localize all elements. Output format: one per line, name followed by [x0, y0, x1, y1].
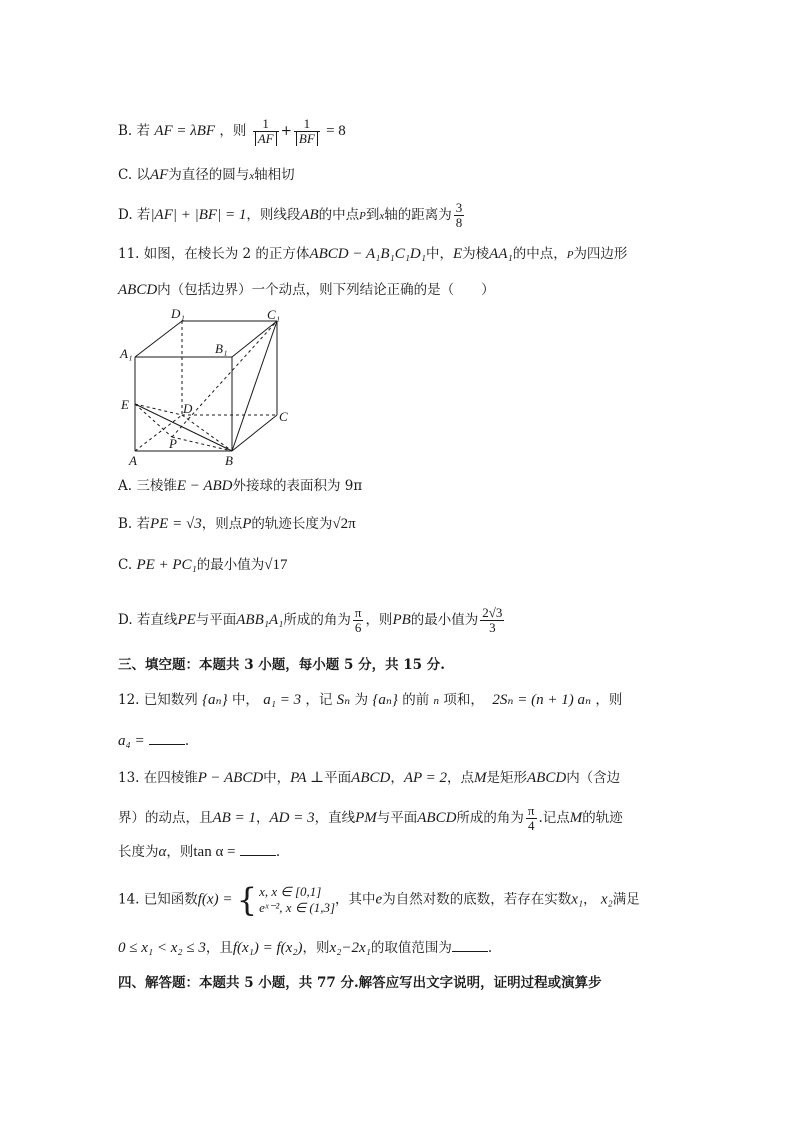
q11-cube-figure: [115, 305, 305, 470]
label-p: P: [169, 436, 177, 451]
label-d: D: [183, 401, 193, 416]
q12-answer-blank: [149, 730, 185, 745]
q11-option-b: B. 若PE = √3，则点P的轨迹长度为√2π: [118, 516, 356, 532]
q13-line3: 长度为α，则tan α = .: [118, 841, 280, 862]
q10-b-prefix: B. 若: [118, 123, 151, 139]
q10-b-plus: +: [280, 123, 292, 139]
q10-b-mid: ，则: [219, 123, 247, 139]
q11-option-a: A. 三棱锥E − ABD外接球的表面积为 9π: [118, 478, 363, 494]
q14-piecewise: { x, x ∈ [0,1] eˣ⁻², x ∈ (1,3]: [236, 881, 336, 919]
q12-line2: a₄ = .: [118, 730, 189, 751]
label-b: B: [225, 453, 233, 468]
q13-answer-blank: [240, 841, 276, 856]
q14-line2: 0 ≤ x₁ < x₂ ≤ 3，且f(x₁) = f(x₂)，则x₂−2x₁的取值范围为 .: [118, 937, 492, 958]
label-c: C: [279, 409, 288, 424]
label-b1: B₁: [215, 341, 228, 356]
label-e: E: [121, 397, 129, 412]
label-a: A: [129, 453, 137, 468]
q11-option-c: C. PE + PC₁的最小值为√17: [118, 557, 288, 573]
label-a1: A₁: [120, 346, 133, 361]
label-d1: D₁: [171, 306, 185, 321]
q11-stem-line2: ABCD内（包括边界）一个动点，则下列结论正确的是（ ）: [118, 282, 495, 298]
section3-heading: 三、填空题：本题共 3 小题，每小题 5 分，共 15 分.: [118, 657, 445, 673]
q10-d-frac: $\frac{3}{8}$: [455, 200, 463, 230]
q13-line2: 界）的动点，且AB = 1，AD = 3，直线PM与平面ABCD所成的角为 $\frac{\pi}{4}$ .记点M的轨迹: [118, 803, 623, 833]
q10-b-frac2: $\frac{1}{BF}$: [294, 117, 320, 146]
q10-option-b: [118, 117, 346, 146]
q10-option-c: C. 以AF为直径的圆与x轴相切: [118, 167, 295, 183]
q11-stem-line1: 11. 如图，在棱长为 2 的正方体ABCD − A₁B₁C₁D₁中，E为棱AA₁的中点，P为四边形: [118, 246, 628, 262]
q10-b-result: = 8: [326, 123, 346, 139]
q10-option-d: D. 若|AF| + |BF| = 1，则线段AB的中点P到x轴的距离为 $\frac{3}{8}$: [118, 200, 463, 230]
q11-option-d: D. 若直线PE与平面ABB₁A₁所成的角为 $\frac{\pi}{6}$ ，则PB的最小值为 $\frac{2√3}{3}$: [118, 605, 503, 635]
section4-heading: 四、解答题：本题共 5 小题，共 77 分.解答应写出文字说明，证明过程或演算步: [118, 975, 602, 991]
q14-answer-blank: [452, 937, 488, 952]
q14-line1: 14. 已知函数f(x) = { x, x ∈ [0,1] eˣ⁻², x ∈ (1,3] ，其中e为自然对数的底数，若存在实数x₁， x₂满足: [118, 881, 640, 919]
q12-line1: 12. 已知数列 {aₙ} 中， a₁ = 3 ，记 Sₙ 为 {aₙ} 的前 n 项和， 2Sₙ = (n + 1) aₙ ，则: [118, 692, 623, 708]
label-c1: C₁: [267, 307, 281, 322]
q13-line1: 13. 在四棱锥P − ABCD中，PA ⊥平面ABCD，AP = 2，点M是矩形ABCD内（含边: [118, 770, 621, 786]
q10-b-vector-eq: AF = λBF: [154, 123, 216, 139]
q10-b-frac1: $\frac{1}{AF}$: [253, 117, 279, 146]
